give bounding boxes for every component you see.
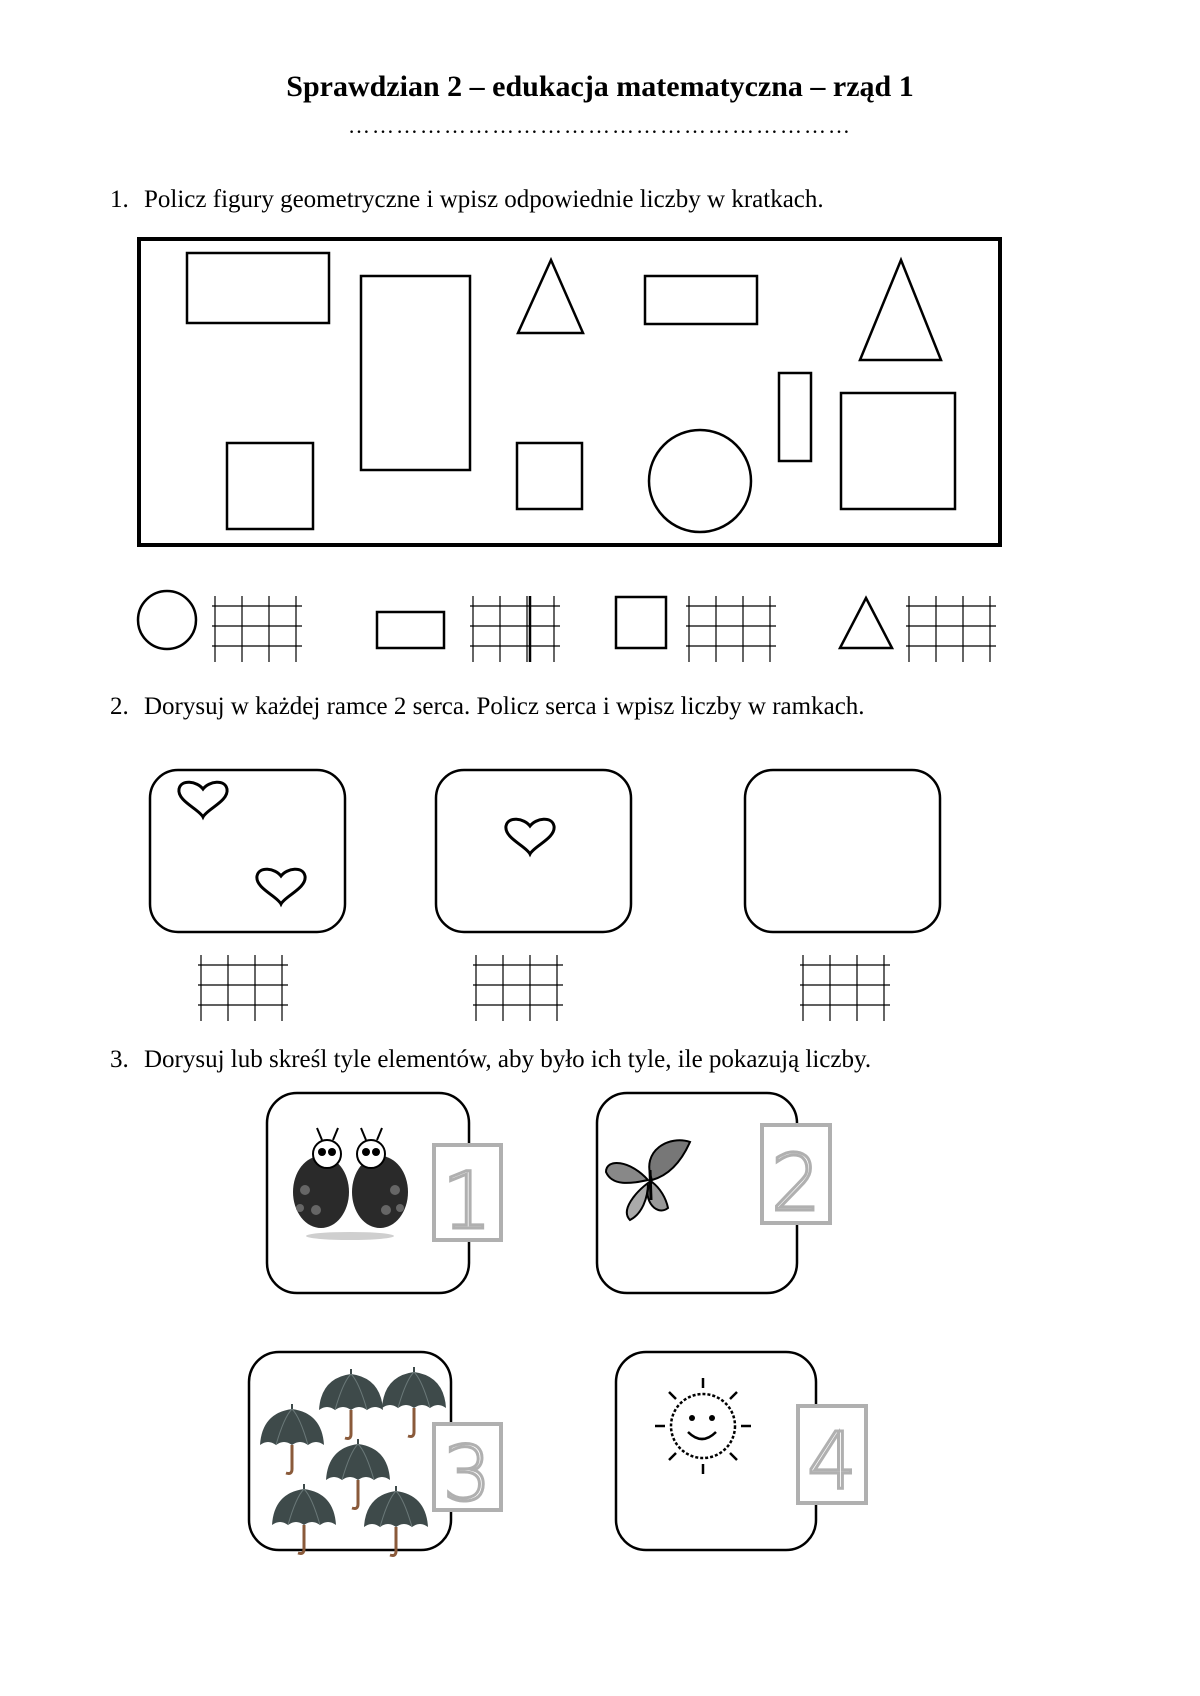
target-number: 1 [442, 1157, 492, 1247]
heart-icon [257, 869, 305, 904]
task-1-shapes-box [139, 239, 1000, 545]
butterfly-icon [606, 1140, 690, 1220]
umbrella-icon [260, 1367, 446, 1556]
task-text: Dorysuj lub skreśl tyle elementów, aby było ich tyle, ile pokazują liczby. [144, 1046, 872, 1073]
answer-grid[interactable] [212, 596, 302, 662]
task-text: Dorysuj w każdej ramce 2 serca. Policz serca i wpisz liczby w ramkach. [144, 693, 865, 720]
heart-icon [506, 819, 554, 854]
triangle-icon [840, 598, 892, 648]
rectangle-icon [377, 612, 444, 648]
task-text: Policz figury geometryczne i wpisz odpowiednie liczby w kratkach. [144, 186, 824, 213]
target-number: 2 [771, 1139, 821, 1229]
heart-frame[interactable] [745, 770, 940, 932]
square-icon [616, 597, 666, 648]
page-title: Sprawdzian 2 – edukacja matematyczna – rząd 1 [286, 70, 914, 103]
answer-grid[interactable] [906, 596, 996, 662]
task-number: 3. [110, 1046, 129, 1073]
target-number: 3 [442, 1429, 492, 1518]
rectangle-shape [645, 276, 757, 324]
square-shape [841, 393, 955, 509]
sun-icon [655, 1378, 751, 1474]
answer-grid[interactable] [473, 955, 563, 1021]
rectangle-shape [779, 373, 811, 461]
triangle-shape [518, 260, 583, 333]
name-line[interactable]: ……………………………………………………… [348, 113, 852, 138]
triangle-shape [860, 260, 941, 360]
task-3-cards [249, 1093, 866, 1556]
task-number: 1. [110, 186, 129, 213]
square-shape [227, 443, 313, 529]
heart-icon [179, 782, 227, 817]
answer-grid[interactable] [800, 955, 890, 1021]
answer-grid[interactable] [686, 596, 776, 662]
rectangle-shape [361, 276, 470, 470]
task-2-frames [150, 770, 940, 1021]
ladybug-icon [293, 1128, 408, 1240]
task-number: 2. [110, 693, 129, 720]
task-1-answers [138, 591, 996, 662]
answer-grid[interactable] [198, 955, 288, 1021]
answer-grid[interactable] [470, 596, 560, 662]
circle-shape [649, 430, 751, 532]
square-shape [517, 443, 582, 509]
rectangle-shape [187, 253, 329, 323]
circle-icon [138, 591, 196, 649]
target-number: 4 [807, 1417, 857, 1507]
